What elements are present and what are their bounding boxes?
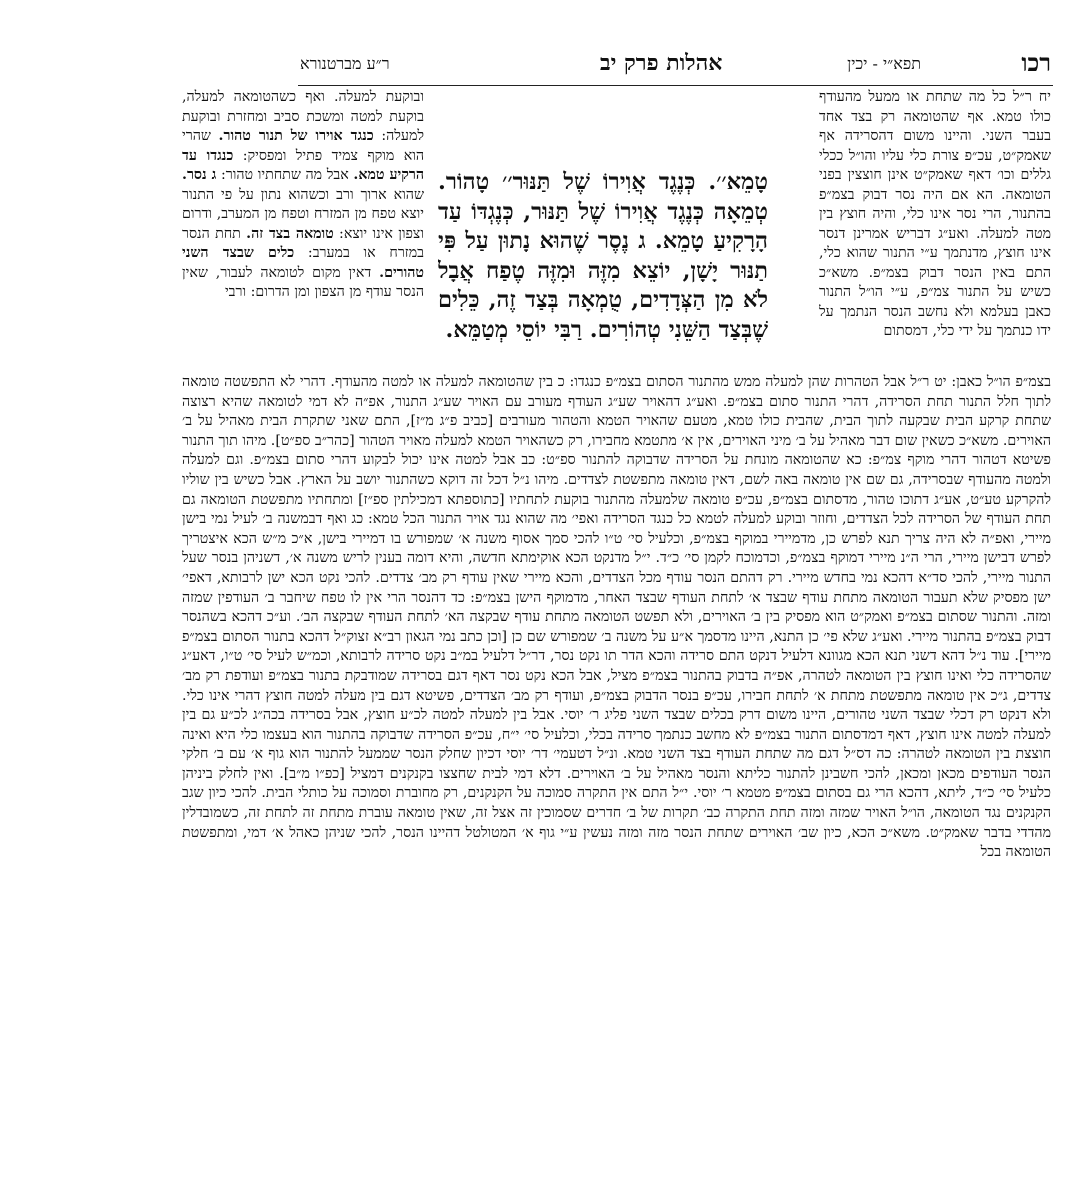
left-commentary-text: ובוקעת למעלה. ואף כשהטומאה למעלה, בוקעת למטה ומשכת סביב ומחזרת ובוקעת למעלה: bbox=[182, 89, 424, 144]
left-commentary-heading: כלים שבצד השני טהורים. bbox=[182, 245, 424, 281]
bartenura-commentary bbox=[182, 88, 424, 403]
left-commentary-text: אבל מה שתחתיו טהור: bbox=[221, 167, 349, 183]
left-commentary-paragraph bbox=[182, 88, 424, 303]
page-title: אהלות פרק יב bbox=[600, 50, 723, 76]
left-commentary-heading: כנגד אוירו של תנור טהור. bbox=[218, 128, 374, 144]
bartenura-label: ר״ע מברטנורא bbox=[300, 54, 390, 73]
bottom-commentary bbox=[182, 373, 1051, 1163]
left-commentary-heading: ג נסר. bbox=[182, 167, 217, 183]
left-commentary-text: שהרי הוא מוקף צמיד פתיל ומפסיק: bbox=[182, 128, 424, 164]
left-commentary-text: שהוא ארוך ורב וכשהוא נתון על פי התנור יוצא טפח מן המזרח וטפח מן המערב, ודרום וצפון אינו יוצא: bbox=[182, 186, 424, 242]
page-number-label: רכו bbox=[1021, 48, 1051, 77]
page-header bbox=[300, 50, 1051, 84]
left-commentary-heading: טומאה בצד זה. bbox=[246, 225, 334, 242]
left-commentary-heading: כנגדו עד הרקיע טמא. bbox=[182, 147, 424, 183]
tiferet-yisrael-commentary bbox=[819, 88, 1051, 403]
bottom-commentary-text: בצמ״פ הו״ל כאבן: יט ר״ל אבל הטהרות שהן למעלה ממש מהתנור הסתום בצמ״פ כנגדו: כ בין שהטומאה למעלה או למטה מהעודף. דהרי לא התפשטה טומאה לתוך חלל התנור תחת הסרידה, דהרי התנור סתום בצמ״פ. ואע״ג דהאויר שע״ג העודף מעורב עם האויר שע״ג התנור, אפ״ה לא דמי לטומאה שהיא רצוצה שתחת קרקע הבית שבקעה לתוך הבית, שהבית כולו טמא, מטעם שהאויר הטמא והטהור מעורבים [כביב פ״ג מ״ז], התם שאני שתקרת הבית מאהיל על ב׳ האוירים. משא״כ כשאין שום דבר מאהיל על ב׳ מיני האוירים, אין א׳ מתטמא מחבירו, רק כשהאויר הטמא למעלה מאויר הטהור [כהר״ב ספ״ט]. מיהו תוך התנור פשיטא דטהור דהרי מוקף צמ״פ: כא שהטומאה מונחת על הסרידה שדבוקה להתנור ספ״ט: כב אבל למטה אינו יכול לבקוע דהרי סתום בצמ״פ. וגם למעלה ולמטה מהעודף שבסרידה, גם שם אין טומאה באה לשם, דאין טומאה מתפשטת לצדדים. מיהו נ״ל דכל זה דוקא כשהתנור יושב על הארץ. אבל כשיש בין שוליו להקרקע טע״ט, אע״ג דתוכו טהור, מדסתום בצמ״פ, עכ״פ טומאה שלמעלה מהתנור בוקעת לתחתיו [כתוספתא דמכילתין ספ״ז] ומתחתיו מתפשטת הטומאה גם תחת העודף של הסרידה לכל הצדדים, וחוזר ובוקע למעלה לטמא כל כנגד הסרידה ואפי׳ מה שהוא נגד אויר התנור הכל טמא: כג ואף דבמשנה ב׳ לעיל נמי בישן מיירי, ואפ״ה לא היה צריך תנא לפרש כן, מדמיירי במוקף בצמ״פ, וכלעיל סי׳ ט״ו להכי סמך אסוף משנה א׳ שמפורש בו דמיירי בישן, א״כ מ״ש הכא איצטריך לפרש דבישן מיירי, הרי ה״נ מיירי דמוקף בצמ״פ, וכדמוכח לקמן סי׳ כ״ד. י״ל מדנקט הכא אוקימתא חדשה, והיא דומה בענין לריש משנה א׳, דשניהן בנסר שעל התנור מיירי, להכי סד״א דהכא נמי בחדש מיירי. רק דהתם הנסר עודף מכל הצדדים, והכא מיירי שאין עודף רק מב׳ צדדים. להכי נקט הכא ישן לרבותא, דאפי׳ ישן מפסיק שלא תעבור הטומאה מתחת עודף שבצד א׳ לתחת העודף שבצד האחר, מדמוקף הישן בצמ״פ: כד דהנסר הרי אין לו טפח שיחבר ב׳ העודפין שמזה ומזה. והתנור שסתום בצמ״פ ואמק״ט הוא מפסיק בין ב׳ האוירים, ולא תפשט הטומאה מתחת עודף שבקצה הא׳ לתחת העודף שבקצה הב׳. וע״כ דהכא בשהנסר דבוק בצמ״פ בהתנור מיירי. ואע״ג שלא פי׳ כן התנא, היינו מדסמך א״ע על משנה ב׳ שמפורש שם כן [וכן כתב נמי הגאון רב״א זצוק״ל דהכא בתנור הסתום בצמ״פ מיירי]. עוד נ״ל דהא דשני תנא הכא מגוונא דלעיל דנקט התם סרידה והכא הדר תו נקט נסר, דר״ל דלעיל במ״ב נקט סרידה לרבותא, וכמ״ש לעיל סי׳ ט״ו, דאע״ג שהסרידה כלי ואינו חוצץ בין הטומאה לטהרה, אפ״ה בדבוק בהתנור בצמ״פ מציל, אבל הכא נקט נסר דאף דגם בסרידה שמודבקת בתנור בצמ״פ ועודפת רק מב׳ צדדים, ג״כ אין טומאה מתפשטת מתחת א׳ לתחת חבירו, עכ״פ בנסר הדבוק בצמ״פ, ועודף רק מב׳ הצדדים, פשיטא דגם בין מעלה למטה חוצץ דהרי אינו כלי. ולא דנקט רק דכלי שבצד השני טהורים, היינו משום דרק בכלים שבצד השני פליג ר׳ יוסי. אבל בין למעלה למטה לכ״ע חוצץ, אבל בסרידה בכה״ג לכ״ע גם בין למעלה למטה אינו חוצץ, דאף דמדסתום התנור בצמ״פ לא מחשב כנתמך סרידה בכלי, וכלעיל סי׳ י״ח, עכ״פ הסרידה שדבוקה בהתנור הוא בעצמו כלי היא ואינה חוצצת בין הטומאה לטהרה: כה דס״ל דגם מה שתחת העודף בצד השני טמא. ונ״ל דטעמי׳ דר׳ יוסי דכיון שחלק הנסר שממעל להתנור הוא גוף א׳ עם ב׳ חלקי הנסר העודפים מכאן ומכאן, להכי חשבינן להתנור כליתא והנסר מאהיל על ב׳ האוירים. דלא דמי לבית שחצצו בקנקנים דמציל [כפ״ו מ״ב]. ואין לחלק ביניהן כלעיל סי׳ כ״ד, ליתא, דהכא הרי גם בסתום בצמ״פ מטמא ר׳ יוסי. י״ל התם אין התקרה סמוכה על הקנקנים, רק מחוברת וסמוכה על כותלי הבית. להכי כיון שגב הקנקנים נגד הטומאה, הו״ל האויר שמזה ומזה תחת התקרה כב׳ תקרות של ב׳ חדרים שסמוכין זה אצל זה, שאין טומאה עוברת מתחת זה לתחת זה, כשמובדלין מהדדי בדבר שאמק״ט. משא״כ הכא, כיון שב׳ האוירים שתחת הנסר מזה ומזה נעשין ע״י גוף א׳ המטולטל דהיינו הנסר, להכי שניהן כאהל א׳ דמי, ומתפשטת הטומאה בכל bbox=[182, 374, 1051, 861]
mishnah-paragraph: טָמֵא׳׳. כְּנֶגֶד אֲוִירוֹ שֶׁל תַּנּוּר׳׳ טָהוֹר. טְמֵאָה כְּנֶגֶד אֲוִירוֹ שֶׁל תַּנּוּר, כְּנֶגְדּוֹ עַד הָרָקִיעַ טָמֵא. ג נֶסֶר שֶׁהוּא נָתוּן עַל פִּי תַנּוּר יָשָׁן, יוֹצֵא מִזֶּה וּמִזֶּה טֶפַח אֲבָל לֹא מִן הַצְּדָדִים, טֻמְאָה בְּצַד זֶה, כֵּלִים שֶׁבְּצַד הַשֵּׁנִי טְהוֹרִים. רַבִּי יוֹסֵי מְטַמֵּא. bbox=[438, 169, 768, 343]
right-commentary-text: יח ר״ל כל מה שתחת או ממעל מהעודף כולו טמא. אף שהטומאה רק בצד אחד בעבר השני. והיינו משום דהסרידה אף שאמק״ט, עכ״פ צורת כלי עליו והו״ל ככלי גללים וכו׳ דאף שאמק״ט אינן חוצצין בפני הטומאה. הא אם היה נסר דבוק בצמ״פ בהתנור, הרי נסר אינו כלי, והיה חוצץ בין מטה למעלה. ואע״ג דבריש אמרינן דנסר אינו חוצץ, מדנתמך ע״י התנור שהוא כלי, התם באין הנסר דבוק בצמ״פ. משא״כ כשיש על התנור צמ״פ, ע״י הו״ל התנור כאבן בעלמא ולא נחשב הנסר הנתמך על ידו כנתמך על ידי כלי, דמסתום bbox=[819, 89, 1051, 339]
header-divider bbox=[298, 85, 1053, 86]
commentary-reference: תפא״י - יכין bbox=[847, 54, 921, 73]
mishnah-text bbox=[438, 168, 768, 403]
left-commentary-text: תחת הנסר במזרח או במערב: bbox=[182, 225, 424, 261]
left-commentary-text: דאין מקום לטומאה לעבור, שאין הנסר עודף מן הצפון ומן הדרום: ורבי bbox=[182, 264, 424, 300]
